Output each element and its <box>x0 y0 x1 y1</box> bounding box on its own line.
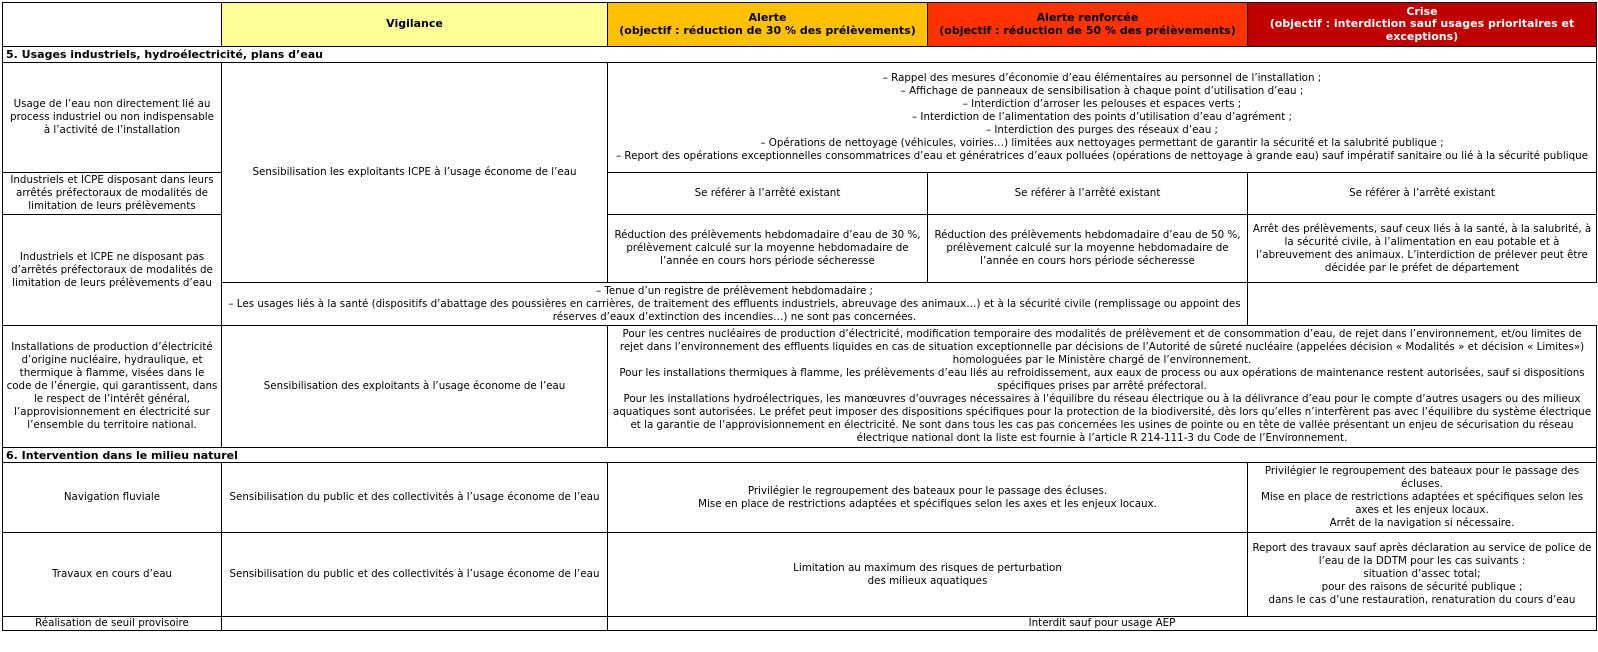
measure-item: – Report des opérations exceptionnelles consommatrices d’eau et génératrices d’eaux polluées (opérations de nettoyage à grande eau) sauf impératif sanitaire ou lié à la sécurité publique <box>616 150 1588 162</box>
header-alerte-title: Alerte <box>748 11 787 24</box>
table-row <box>3 617 1597 631</box>
header-alerte-renforcee-title: Alerte renforcée <box>1036 11 1139 24</box>
measure-item: – Interdiction d’arroser les pelouses et espaces verts ; <box>962 98 1242 110</box>
header-alerte <box>608 3 928 47</box>
energy-paragraph: Pour les centres nucléaires de production d’électricité, modification temporaire des modalités de prélèvement et de consommation d’eau, de rejet dans l’environnement, et/ou limites de rejet dans l’environnement des effluents liquides en cas de situation exceptionnelle par décisions de l’Autorité de sûreté nucléaire (appelées décision « Modalités » et décision « Limites») homologuées par le Ministère chargé de l’environnement. <box>619 328 1585 366</box>
energy-paragraph: Pour les installations hydroélectriques, les manœuvres d’ouvrages nécessaires à l’équilibre du réseau électrique ou à la délivrance d’eau pour le compte d’autres usagers ou des milieux aquatiques sont autorisées. Le préfet peut imposer des dispositions spécifiques pour la protection de la biodiversité, dès lors qu’elles n’interfèrent pas avec l’équilibre du système électrique et la garantie de l’approvisionnement en électricité. Ne sont dans tous les cas pas concernées les usines de pointe ou en tête de vallée présentant un enjeu de sécurisation du réseau électrique national dont la liste est fournie à l’article R 214-111-3 du Code de l’Environnement. <box>612 393 1592 444</box>
row-label-seuil-provisoire: Réalisation de seuil provisoire <box>3 617 222 631</box>
measures-common-cell <box>608 63 1597 173</box>
alerte-cell: Réduction des prélèvements hebdomadaire d’eau de 30 %, prélèvement calculé sur la moyenne hebdomadaire de l’année en cours hors période sécheresse <box>608 215 928 283</box>
header-vigilance: Vigilance <box>222 3 608 47</box>
alert-line: Limitation au maximum des risques de perturbation <box>793 561 1062 574</box>
crise-cell: Se référer à l’arrêté existant <box>1248 173 1597 215</box>
crise-cell <box>1248 533 1597 617</box>
header-row <box>3 3 1597 47</box>
alert-line: Mise en place de restrictions adaptées et spécifiques selon les axes et les enjeux locaux. <box>698 497 1157 510</box>
alert-line: des milieux aquatiques <box>867 574 988 587</box>
common-measure-item: – Les usages liés à la santé (dispositifs d’abattage des poussières en carrières, de traitement des effluents industriels, abreuvage des animaux…) et à la sécurité civile (remplissage ou appoint des réserves d’eaux d’extinction des incendies…) ne sont pas concernées. <box>228 297 1241 323</box>
measure-item: – Interdiction de l’alimentation des points d’utilisation d’eau d’agrément ; <box>912 111 1292 123</box>
crise-cell: Arrêt des prélèvements, sauf ceux liés à la santé, à la salubrité, à la sécurité civile, à l’alimentation en eau potable et à l’abreuvement des animaux. L’interdiction de prélever peut être décidée par le préfet de département <box>1248 215 1597 283</box>
crise-line: Mise en place de restrictions adaptées et spécifiques selon les axes et les enjeux locaux. <box>1260 491 1583 516</box>
vigilance-cell: Sensibilisation du public et des collectivités à l’usage économe de l’eau <box>222 463 608 533</box>
section-row <box>3 47 1597 63</box>
table-row <box>3 326 1597 448</box>
restrictions-table <box>2 2 1597 631</box>
row-label-production-electricite: Installations de production d’électricité d’origine nucléaire, hydraulique, et thermique à flamme, visées dans le code de l’énergie, qui garantissent, dans le respect de l’intérêt général, l’approvisionnement en électricité sur l’ensemble du territoire national. <box>3 326 222 448</box>
section-5-title: 5. Usages industriels, hydroélectricité, plans d’eau <box>3 47 1597 63</box>
table-row <box>3 463 1597 533</box>
crise-line: Report des travaux sauf après déclaration au service de police de l’eau de la DDTM pour les cas suivants : <box>1252 542 1592 567</box>
alerte-renforcee-cell: Se référer à l’arrêté existant <box>928 173 1248 215</box>
row-label-icpe-avec-arrete: Industriels et ICPE disposant dans leurs arrêtés préfectoraux de modalités de limitation de leurs prélèvements <box>3 173 222 215</box>
crise-line: Arrêt de la navigation si nécessaire. <box>1329 517 1515 529</box>
header-empty-cell <box>3 3 222 47</box>
row-label-navigation: Navigation fluviale <box>3 463 222 533</box>
measure-item: – Affichage de panneaux de sensibilisation à chaque point d’utilisation d’eau ; <box>900 85 1304 97</box>
alerte-cell: Se référer à l’arrêté existant <box>608 173 928 215</box>
vigilance-icpe-cell: Sensibilisation les exploitants ICPE à l’usage économe de l’eau <box>222 63 608 283</box>
table-row <box>3 283 1597 326</box>
measure-item: – Opérations de nettoyage (véhicules, voiries…) limitées aux nettoyages permettant de garantir la sécurité et la salubrité publique ; <box>760 137 1444 149</box>
alerte-merged-cell: Interdit sauf pour usage AEP <box>608 617 1597 631</box>
header-crise <box>1248 3 1597 47</box>
section-row <box>3 448 1597 463</box>
energy-paragraph: Pour les installations thermiques à flamme, les prélèvements d’eau liés au refroidissement, aux eaux de process ou aux opérations de maintenance restent autorisées, sauf si dispositions spécifiques prises par arrêté préfectoral. <box>619 367 1585 392</box>
header-alerte-renforcee <box>928 3 1248 47</box>
header-alerte-renforcee-objective: (objectif : réduction de 50 % des prélèvements) <box>939 23 1236 37</box>
alerte-merged-cell <box>608 463 1248 533</box>
section-6-title: 6. Intervention dans le milieu naturel <box>3 448 1597 463</box>
row-label-travaux: Travaux en cours d’eau <box>3 533 222 617</box>
row-label-usage-non-lie: Usage de l’eau non directement lié au process industriel ou non indispensable à l’activité de l’installation <box>3 63 222 173</box>
crise-line: situation d’assec total; <box>1363 568 1481 580</box>
alerte-renforcee-cell: Réduction des prélèvements hebdomadaire d’eau de 50 %, prélèvement calculé sur la moyenne hebdomadaire de l’année en cours hors période sécheresse <box>928 215 1248 283</box>
row-label-icpe-sans-arrete: Industriels et ICPE ne disposant pas d’arrêtés préfectoraux de modalités de limitation de leurs prélèvements d’eau <box>3 215 222 326</box>
alert-line: Privilégier le regroupement des bateaux pour le passage des écluses. <box>747 484 1108 497</box>
measure-item: – Interdiction des purges des réseaux d’eau ; <box>985 124 1219 136</box>
vigilance-cell: Sensibilisation des exploitants à l’usage économe de l’eau <box>222 326 608 448</box>
common-measure-item: – Tenue d’un registre de prélèvement hebdomadaire ; <box>595 284 874 297</box>
crise-line: Privilégier le regroupement des bateaux pour le passage des écluses. <box>1264 465 1580 490</box>
header-alerte-objective: (objectif : réduction de 30 % des prélèvements) <box>619 23 916 37</box>
measure-item: – Rappel des mesures d’économie d’eau élémentaires au personnel de l’installation ; <box>882 72 1322 84</box>
common-measures-cell <box>222 283 1248 326</box>
crise-line: pour des raisons de sécurité publique ; <box>1321 581 1523 593</box>
table-row <box>3 63 1597 173</box>
alerte-merged-cell <box>608 533 1248 617</box>
vigilance-cell: Sensibilisation du public et des collectivités à l’usage économe de l’eau <box>222 533 608 617</box>
energy-measures-cell <box>608 326 1597 448</box>
vigilance-cell <box>222 617 608 631</box>
table-row <box>3 533 1597 617</box>
crise-cell <box>1248 463 1597 533</box>
crise-line: dans le cas d’une restauration, renaturation du cours d’eau <box>1268 594 1576 606</box>
header-crise-title: Crise <box>1406 4 1438 18</box>
header-crise-objective: (objectif : interdiction sauf usages prioritaires et exceptions) <box>1269 17 1575 43</box>
